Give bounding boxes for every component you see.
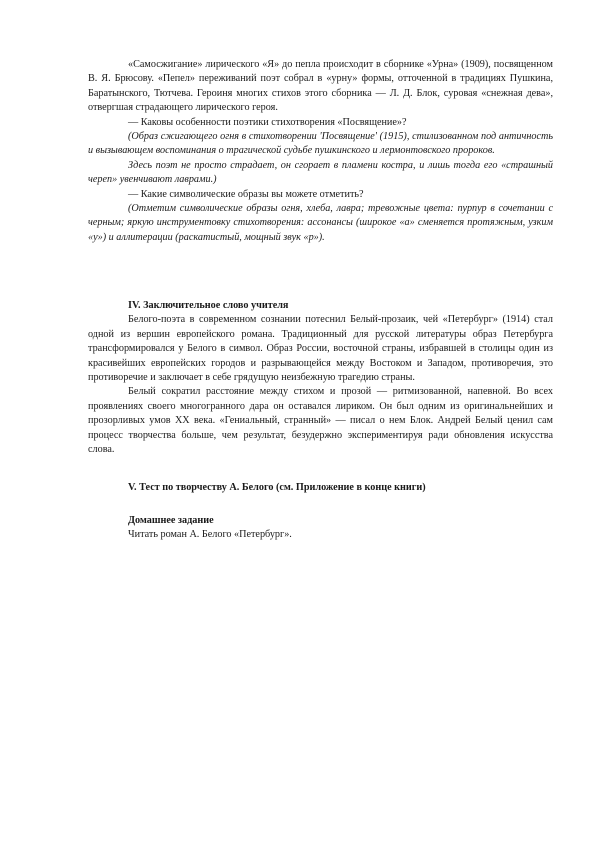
teacher-final-word-section — [88, 299, 553, 457]
poetics-discussion-section — [88, 58, 553, 245]
section-heading-homework: Домашнее задание — [128, 515, 214, 526]
homework-text: Читать роман А. Белого «Петербург». — [128, 529, 292, 541]
verse-prose-paragraph: Белый сократил расстояние между стихом и прозой — ритмизованной, напевной. Во всех проявлениях своего многогранного дара он оставался лириком. Он был одним из оригинальнейших и прозорливых умов XX века. «Гениальный, странный» — писал о нем Блок. Андрей Белый ценил сам процесс творчества больше, чем результат, безудержно экспериментируя ради обновления искусства слова. — [88, 386, 553, 456]
question-symbols: — Какие символические образы вы можете отметить? — [128, 188, 364, 200]
answer-poetics-continued: Здесь поэт не просто страдает, он сгорает в пламени костра, и лишь тогда его «страшный череп» увенчивают лаврами.) — [88, 159, 553, 186]
answer-symbols: (Отметим символические образы огня, хлеба, лавра; тревожные цвета: пурпур в сочетании с черным; яркую инструментовку стихотворения: ассонансы (широкое «а» сменяется протяжным, узким «у») и аллитерации (раскатистый, мощный звук «р»). — [88, 203, 553, 243]
answer-poetics: (Образ сжигающего огня в стихотворении 'Посвящение' (1915), стилизованном под античность и вызывающем воспоминания о трагической судьбе пушкинского и лермонтовского пророков. — [88, 131, 553, 157]
question-poetics: — Каковы особенности поэтики стихотворения «Посвящение»? — [128, 116, 407, 128]
urna-collection-paragraph: «Самосжигание» лирического «Я» до пепла происходит в сборнике «Урна» (1909), посвященном В. Я. Брюсову. «Пепел» переживаний поэт собрал в «урну» формы, отточенной в традициях Пушкина, Баратынского, Тютчева. Героиня многих стихов этого сборника — Л. Д. Блок, суровая «снежная дева», отвергшая страдающего лирического героя. — [88, 59, 553, 114]
homework-section — [88, 514, 553, 543]
petersburg-paragraph: Белого-поэта в современном сознании потеснил Белый-прозаик, чей «Петербург» (1914) стал одной из вершин европейского романа. Традиционный для русской литературы образ Петербурга трансформировался у Белого в символ. Образ России, восточной страны, избравшей в столицы один из красивейших европейских городов и разрывающейся между Востоком и Западом, противоречия, это противоречие и заключает в себе грядущую неизбежную трагедию страны. — [88, 314, 553, 384]
section-heading-test: V. Тест по творчеству А. Белого (см. Приложение в конце книги) — [128, 482, 426, 493]
section-heading-teacher-word: IV. Заключительное слово учителя — [128, 300, 289, 311]
test-section — [88, 481, 553, 495]
